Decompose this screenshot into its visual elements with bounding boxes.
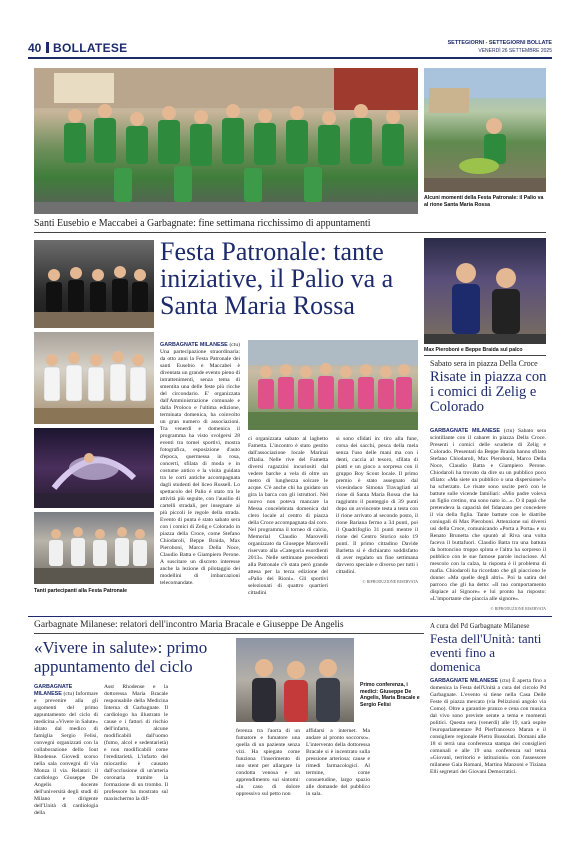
pd-story-headline: Festa dell'Unità: tanti eventi fino a domenica [430,631,542,674]
photo-white-shirts [34,332,154,424]
publication-name: SETTEGIORNI - SETTEGIORNI BOLLATE [447,40,552,46]
bottom-story-headline: «Vivere in salute»: primo appuntamento del ciclo [34,638,208,676]
photo-comedians [424,238,546,344]
photo-pink-team [248,340,418,430]
photo-group-green-shirts [34,68,418,214]
top-story-headline: Festa Patronale: tante iniziative, il Palio va a Santa Maria Rossa [160,237,394,320]
white-shirts-illustration [34,332,154,424]
parade-illustration [34,428,154,508]
col3-credit: © RIPRODUZIONE RISERVATA [362,579,418,584]
pd-story-body [430,678,546,808]
pink-team-illustration [248,340,418,430]
photo-doctors [236,638,354,722]
right-story-dateline: GARBAGNATE MILANESE [430,428,504,434]
crowd-illustration [34,68,418,214]
game-illustration [424,68,546,192]
photo-boys [34,512,154,584]
bottom-kicker-rule [34,633,424,634]
right-story-kicker: Sabato sera in piazza Della Croce [430,359,538,368]
kicker-rule [34,232,546,233]
bottom-story-col1 [34,684,98,816]
top-story-col3-text: si sono sfidati in: tiro alla fune, corsa dei sacchi, pesca della mela senza l'uso delle mani ma con i denti, caccia al tesoro, sfilata di piatti e un gioco a sorpresa con il gruppo Boy Scout locale. Il primo premio è stato assegnato dal vicesindaco Simona Travagliati al rione di Santa Maria Rossa che ha raggiunto il punteggio di 39 punti dopo un avvincente testa a testa con il rione arrivato al secondo posto, il rione Bariana fermo a 34 punti, poi il Quadrifoglio 31 punti mentre il rione del Centro Storico solo 19 punti. Il primo cittadino Davide Barletta si è dichiarato soddisfatto di aver regalato un fine settimana davvero speciale e diverso per tutti i cittadini. [336,436,418,575]
right-story-rule [424,355,546,356]
top-story-col1-text: (ctu) Una partecipazione straordinaria: da otto anni la Festa Patronale dei santi Eusebio e Maccabei è diventata un grande evento pieno di intrattenimenti, senza tema di smentita una delle feste più ricche del circondario. E' organizzata dall'Amministrazione comunale e dalla Proloco e l'ultima edizione, terminata domenica, ha coinvolto un gran numero di associazioni. Tra venerdì e domenica il programma ha visto svolgersi 28 eventi tra tornei sportivi, mostra fotografica, esposizione d'auto d'epoca, quermessa in rosa, concerti, sfilata di moda e in costume antico e la visita guidata tra le corti antiche accompagnata dagli studenti del liceo Russell. Lo spettacolo del Palio è stato tra le attività più seguite, con l'ausilio di cartelli stradali, per insegnare ai più piccoli le regole della strada. Evento di punta è stato sabato sera con i comici di Zelig e Colorado in piazza della Croce, come Stefano Chiodaroli, Beppe Braida, Max Pieroboni, Marco Della Noce, Claudio Batta e Giampiero Perone. A suscitare un discreto interesse anche la lezione di pilotaggio dei modellini di imbarcazioni telecomandate. [160,342,240,586]
middle-section-rule [28,616,552,617]
top-story-col1 [160,342,240,594]
bottom-story-col4: affidarsi a internet. Ma andare al pronto soccorso». L'intervento della dottoressa Bracale si è incentrato sulla pressione arteriosa: cause e rimedi farmacologici. Al termine, come consuetudine, largo spazio alle domande del pubblico in sala. [306,728,370,797]
issue-date: VENERDÌ 26 SETTEMBRE 2025 [478,48,552,54]
comedians-caption: Max Pieroboni e Beppe Braida sul palco [424,347,523,353]
team-illustration [34,240,154,328]
photo-rione-team [34,240,154,328]
top-photo-caption: Alcuni momenti della Festa Patronale: il Palio va al rione Santa Maria Rossa [424,195,544,208]
header-rule [28,57,552,59]
bottom-story-dateline: GARBAGNATE MILANESE [34,684,73,697]
pd-story-kicker: A cura del Pd Garbagnate Milanese [430,622,530,630]
page-header [28,40,552,56]
bottom-story-col2: Asst Rhodense e la dottoressa Maria Bracale responsabile della Medicina Interna di Garbagnate. Il cardiologo ha illustrato le cause e i fattori di rischio dell'infarto, alcune modificabili dall'uomo (fumo, alcol e sedentarietà) e non modificabili come l'ereditarietà. L'infarto del miocardio è causato dall'occlusione di un'arteria coronaria tramite la formazione di un trombo. Il professore ha mostrato sul maxischermo la dif- [104,684,168,802]
top-story-kicker: Santi Eusebio e Maccabei a Garbagnate: fine settimana ricchissimo di appuntamenti [34,218,371,229]
right-story-headline: Risate in piazza con i comici di Zelig e Colorado [430,369,547,415]
pd-story-dateline: GARBAGNATE MILANESE [430,678,500,684]
bottom-story-col1-text: (ctu) Informare e prevenire alla gli argomenti del primo appuntamento del ciclo di medicina «Vivere in Salute» idrato dal medico di famiglia Sergio Felisi, convegni organizzati con la collaborazione dello Iout Rhodense. Giovedì scorso nella sala convegni di via Monza il via. Relatori: il cardiologo Giuseppe De Angelis docente dell'università degli studi di Milano e dirigente dell'Unità di cardiologia della [34,691,98,816]
top-story-col2: ci organizzata sabato al laghetto Fametta. L'incontro è stato gestito dall'associazione locale Marinai d'Italia. Nelle rive del Fametta diversi ragazzini incuriositi dal vedere barche a vela di oltre un metro di lunghezza solcare le acque. C'è anche chi ha guidato un gira la barca con gli istruttori. Nel nuovo non poteva mancare la Messa concelebrata domenica dal clero locale al centro di piazza della Croce accompagnata dal coro. Nel programma il torneo di calcio, Memorial Claudio Marovelli organizzato da Giuseppe Marovelli riservato alla «Categoria esordienti 2013». Nelle settimane precedenti alla Patronale c'è stata però grande attesa per la terza edizione del «Palio dei Rioni». Gli sportivi selezionati di quattro quartieri cittadini [248,436,328,596]
page-number: 40 [28,41,42,55]
bottom-story-kicker: Garbagnate Milanese: relatori dell'incontro Maria Bracale e Giuseppe De Angelis [34,620,344,630]
boys-illustration [34,512,154,584]
bottom-story-col3: ferenza tra l'aorta di un fumatore e fumatore una quella di un paziente senza vizi. Ha spiegato come funziona l'inserimento di uno stent per allargare la condotta venosa e un apprendimento sui sintomi: «In caso di dolore oppressivo sul petto non [236,728,300,797]
top-story-col3 [336,436,418,612]
photo-game [424,68,546,192]
photo-parade [34,428,154,508]
pd-story-text: (ctu) È aperta fino a domenica la Festa dell'Unità a cura del circolo Pd Garbagnate. L'evento si tiene nella Casa Delle Feste di piazza mercato (via Pelizzioni angolo via Como). Oltre a garantire pranzo e cena con musica dal vivo sono previste serate a tema e momenti politici. Questa sera (venerdì) alle 19, sarà ospite l'europarlamentare Pd Pierfrancesco Maran e il consigliere regionale Pietro Bussolati. Domani alle 18 si terrà una conferenza stampa dei consiglieri comunali e alle 19 una conferenza sul tema «Giovani, territorio e istituzioni» con l'assessore milanese Gaia Romani, Martina Manzoni e Tiziana Elli segretari dei Giovani Democratici. [430,678,546,775]
doctors-illustration [236,638,354,722]
section-bar [46,42,49,53]
right-story-body [430,428,546,611]
right-story-credit: © RIPRODUZIONE RISERVATA [490,606,546,611]
left-photos-caption: Tanti partecipanti alla Festa Patronale [34,588,128,594]
section-name: BOLLATESE [53,41,128,55]
right-story-text: (ctu) Sabato sera scintillante con il cabaret in piazza Della Croce. Presenti i comici delle scuderie di Zelig e Colorado. Presentati da Beppe Braida hanno sfilato Stefano Chiodaroli, Max Pieroboni, Marco Della Noce, Claudio Batta e Giampiero Perone. Chiodaroli ha trovato da dire su un pubblico poco sfilato: «Ma siete un pubblico o una dispersione?» ha scherzato. Le risate sono uscite però con le battute sulle vicende familiari: «Mio padre voleva un figlio cretino, ma sono nato io...». O il papà che pretendeva la capacità del fidanzato per concedere il via della figlia. Tante battute con le diatribe coniugali di Max Pieroboni. Attenzione sui diversi usi della Croce, comunicando «Porta a Porta» e su Renato Brunetta che spuntò al Riva una volta faceva il buttafuori. Claudio Batta tra una battuta da bottoncino troppo spinta e l'altra ha sorpreso il pubblico con le sue famose parole inciuciose. Al mescolo con la calza, la risposta è il problema di mafia. Chiodaroli ha ricordato che gli piacciono le donne: «Ma quelle degli altri». Poi la satira del parroco che gli ha detto: «Il tuo comportamento dispiace al Signore» e lui pronto ha risposto: «L'importante che piaccia alle signore». [430,428,546,602]
doctors-caption: Primo conferenza, i medici: Giuseppe De Angelis, Maria Bracale e Sergio Felisi [360,682,420,708]
dateline: GARBAGNATE MILANESE [160,342,230,348]
comedians-illustration [424,238,546,344]
